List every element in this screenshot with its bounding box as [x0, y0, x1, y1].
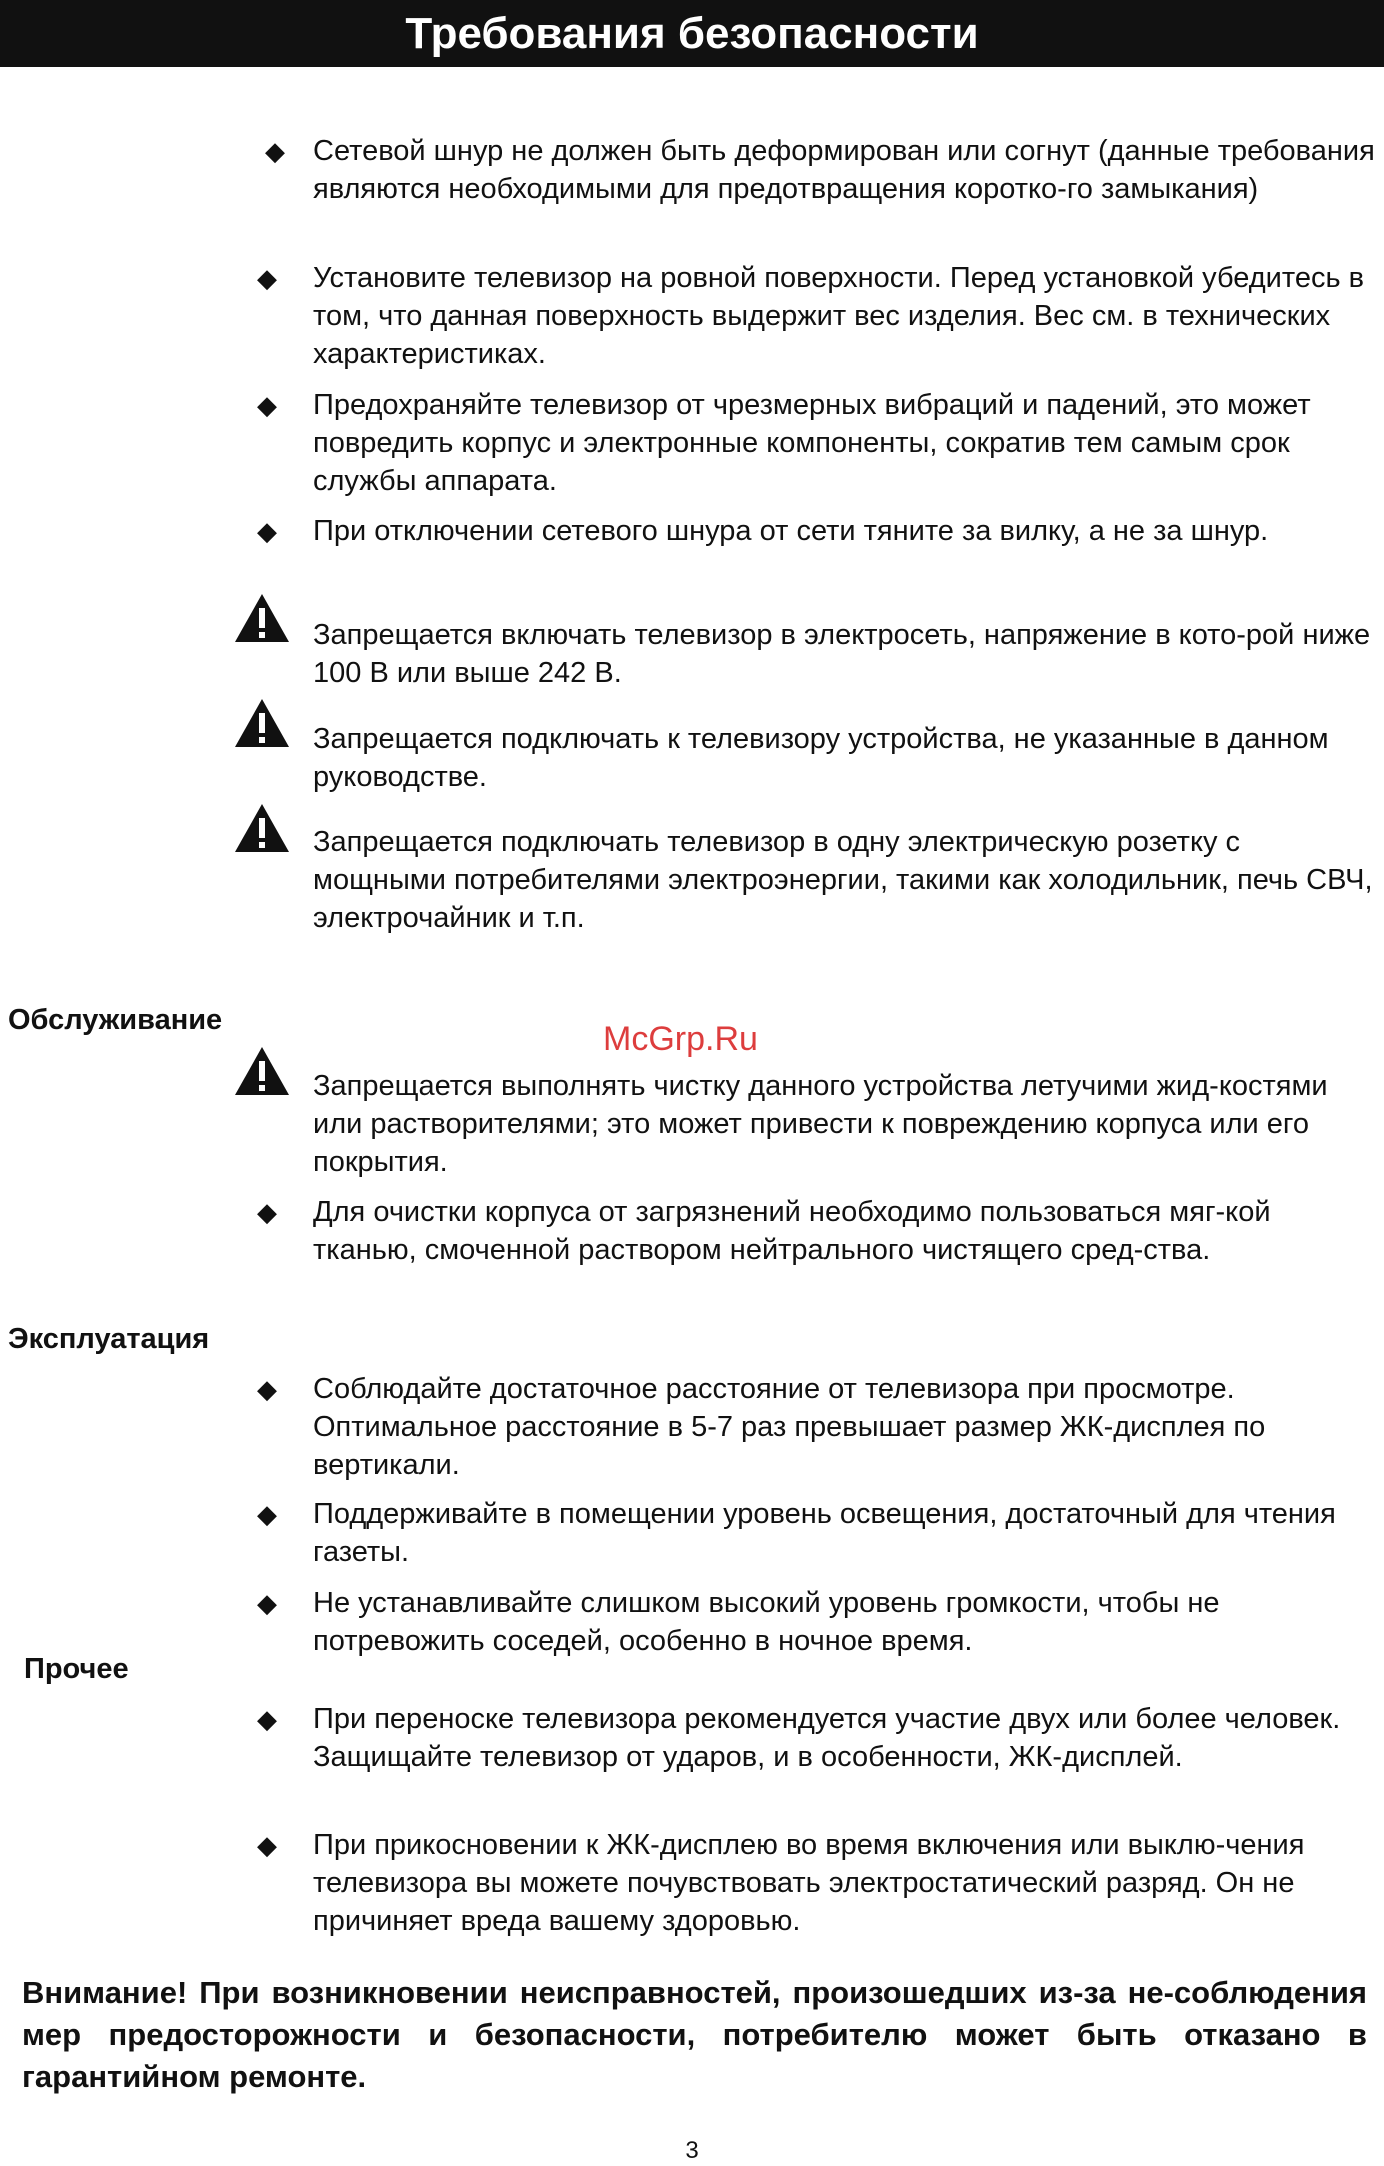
safety-item-unplug: При отключении сетевого шнура от сети тяните за вилку, а не за шнур. — [313, 515, 1269, 547]
warning-item-outlet: Запрещается подключать телевизор в одну электрическую розетку с мощными потребителями электроэнергии, такими как холодильник, печь СВЧ, электрочайник и т.п. — [313, 826, 1373, 934]
diamond-bullet-icon: ◆ — [265, 136, 285, 166]
maintenance-item-cleaning: Для очистки корпуса от загрязнений необходимо пользоваться мяг-кой тканью, смоченной раствором нейтрального чистящего сред-ства. — [313, 1196, 1271, 1266]
diamond-bullet-icon: ◆ — [257, 1499, 277, 1529]
section-heading-operation: Эксплуатация — [8, 1323, 210, 1355]
safety-item-vibration: Предохраняйте телевизор от чрезмерных вибраций и падений, это может повредить корпус и электронные компоненты, сократив тем самым срок службы аппарата. — [313, 389, 1311, 497]
section-heading-maintenance: Обслуживание — [8, 1004, 223, 1036]
warning-triangle-icon — [233, 592, 291, 644]
operation-item-distance: Соблюдайте достаточное расстояние от телевизора при просмотре. Оптимальное расстояние в 5-7 раз превышает размер ЖК-дисплея по вертикали. — [313, 1373, 1266, 1481]
diamond-bullet-icon: ◆ — [257, 516, 277, 546]
safety-item-flat-surface: Установите телевизор на ровной поверхности. Перед установкой убедитесь в том, что данная поверхность выдержит вес изделия. Вес см. в технических характеристиках. — [313, 262, 1365, 370]
warranty-notice: Внимание! При возникновении неисправностей, произошедших из-за не-соблюдения мер предосторожности и безопасности, потребителю может быть отказано в гарантийном ремонте. — [22, 1975, 1367, 2094]
diamond-bullet-icon: ◆ — [257, 1704, 277, 1734]
warning-item-devices: Запрещается подключать к телевизору устройства, не указанные в данном руководстве. — [313, 723, 1329, 793]
diamond-bullet-icon: ◆ — [257, 1588, 277, 1618]
warning-triangle-icon — [233, 802, 291, 854]
other-item-static: При прикосновении к ЖК-дисплею во время включения или выклю-чения телевизора вы можете почувствовать электростатический разряд. Он не причиняет вреда вашему здоровью. — [313, 1829, 1305, 1937]
other-item-carrying: При переноске телевизора рекомендуется участие двух или более человек. Защищайте телевизор от ударов, и в особенности, ЖК-дисплей. — [313, 1703, 1341, 1773]
watermark: McGrp.Ru — [603, 1020, 758, 1058]
diamond-bullet-icon: ◆ — [257, 263, 277, 293]
operation-item-volume: Не устанавливайте слишком высокий уровень громкости, чтобы не потревожить соседей, особенно в ночное время. — [313, 1587, 1220, 1657]
warning-triangle-icon — [233, 697, 291, 749]
diamond-bullet-icon: ◆ — [257, 1197, 277, 1227]
page-number: 3 — [685, 2137, 699, 2164]
operation-item-lighting: Поддерживайте в помещении уровень освещения, достаточный для чтения газеты. — [313, 1498, 1336, 1568]
warning-item-solvents: Запрещается выполнять чистку данного устройства летучими жид-костями или растворителями; это может привести к повреждению корпуса или его покрытия. — [313, 1070, 1328, 1178]
diamond-bullet-icon: ◆ — [257, 1374, 277, 1404]
page-title: Требования безопасности — [0, 0, 1384, 67]
diamond-bullet-icon: ◆ — [257, 390, 277, 420]
safety-item-power-cord: Сетевой шнур не должен быть деформирован или согнут (данные требования являются необходимыми для предотвращения коротко-го замыкания) — [313, 135, 1375, 205]
diamond-bullet-icon: ◆ — [257, 1830, 277, 1860]
warning-item-voltage: Запрещается включать телевизор в электросеть, напряжение в кото-рой ниже 100 В или выше 242 В. — [313, 619, 1371, 689]
warning-triangle-icon — [233, 1045, 291, 1097]
section-heading-other: Прочее — [24, 1653, 129, 1685]
